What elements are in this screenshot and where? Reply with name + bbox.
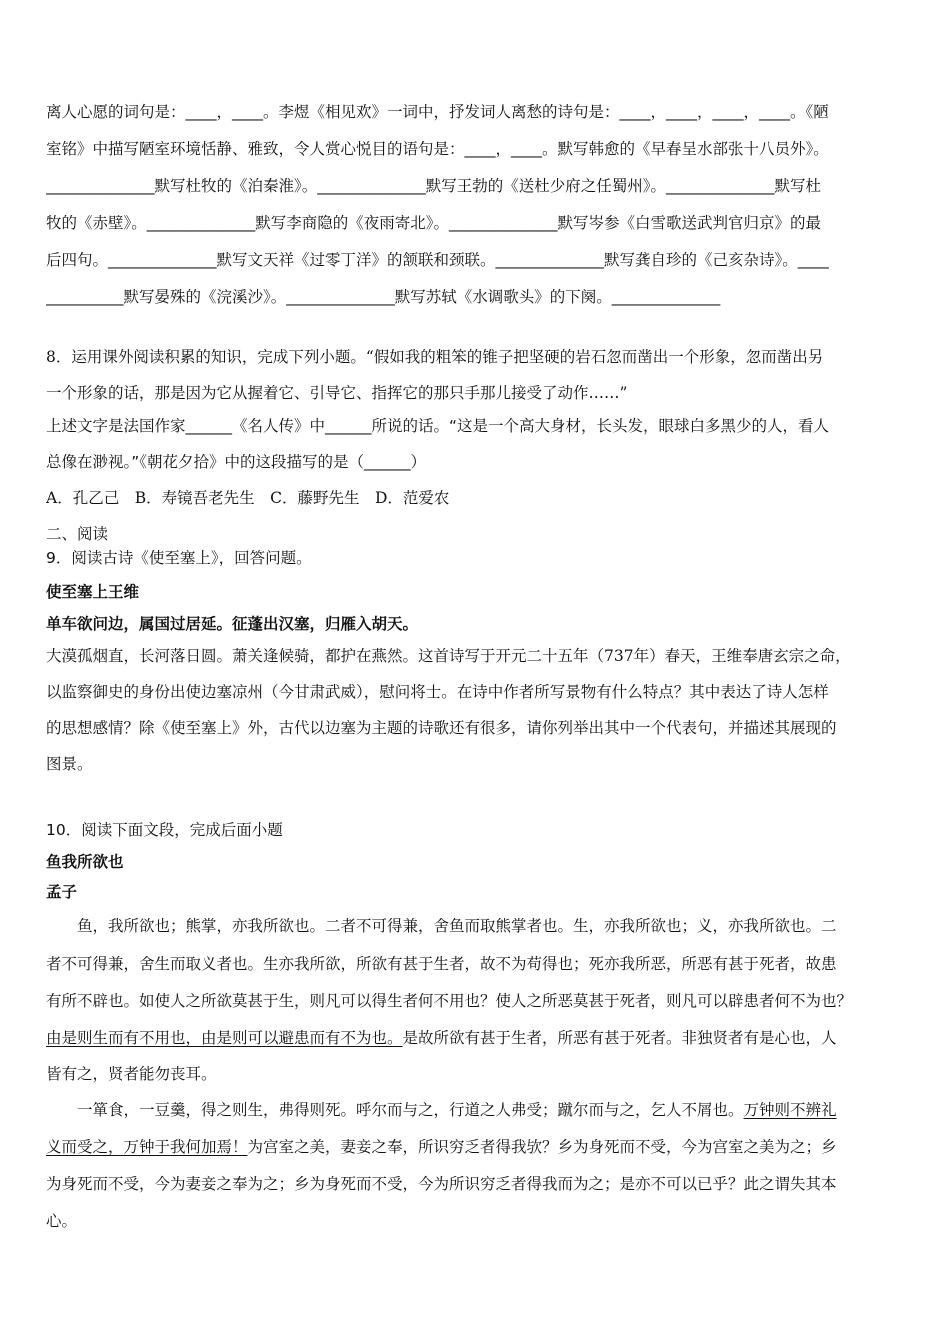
underlined-sentence-2a: 万钟则不辨礼	[743, 1101, 837, 1119]
passage-line-6	[46, 1098, 904, 1135]
q8-line-1: 8．运用课外阅读积累的知识，完成下列小题。“假如我的粗笨的锥子把坚硬的岩石忽而凿出一个形象，忽而凿出另	[46, 348, 824, 366]
passage-author: 孟子	[46, 882, 78, 901]
q8-line-4: 总像在渺视。”《朝花夕拾》中的这段描写的是（______）	[46, 453, 427, 471]
passage-line-6-start: 一箪食，一豆羹，得之则生，弗得则死。呼尔而与之，行道之人弗受；蹴尔而与之，乞人不屑也。	[46, 1101, 744, 1119]
underlined-sentence-2b: 义而受之，万钟于我何加焉！	[46, 1138, 248, 1156]
question-7-text	[46, 100, 904, 322]
underlined-sentence-1: 由是则生而有不用也，由是则可以避患而有不为也。	[46, 1029, 403, 1047]
q9-line-4: 大漠孤烟直，长河落日圆。萧关逢候骑，都护在燕然。这首诗写于开元二十五年（737年）春天，王维奉唐玄宗之命，	[46, 647, 851, 665]
q9-line-7: 图景。	[46, 755, 93, 773]
q7-line-5: 后四句。______________默写文天祥《过零丁洋》的颔联和颈联。______________默写龚自珍的《己亥杂诗》。____	[46, 251, 829, 269]
passage-title: 鱼我所欲也	[46, 852, 124, 871]
passage-line-5: 皆有之，贤者能勿丧耳。	[46, 1065, 217, 1083]
passage-line-7-rest: 为宫室之美，妻妾之奉，所识穷乏者得我欤？乡为身死而不受，今为宫室之美为之；乡	[247, 1138, 837, 1156]
q9-line-1: 9．阅读古诗《使至塞上》，回答问题。	[46, 549, 312, 567]
q7-line-2: 室铭》中描写陋室环境恬静、雅致，令人赏心悦目的语句是：____，____。默写韩愈的《早春呈水部张十八员外》。	[46, 140, 829, 158]
q7-line-1: 离人心愿的词句是：____，____。李煜《相见欢》一词中，抒发词人离愁的诗句是：____，____，____，____。《陋	[46, 103, 829, 121]
passage-line-7	[46, 1135, 904, 1172]
passage-line-9: 心。	[46, 1212, 78, 1230]
passage-line-4	[46, 1026, 904, 1062]
question-10	[46, 818, 904, 1239]
q8-options: A．孔乙己 B．寿镜吾老先生 C．藤野先生 D．范爱农	[46, 489, 450, 507]
question-9	[46, 546, 904, 788]
q9-line-5: 以监察御史的身份出使边塞凉州（今甘肃武威），慰问将士。在诗中作者所写景物有什么特点？其中表达了诗人怎样	[46, 683, 829, 701]
poem-title: 使至塞上王维	[46, 582, 140, 601]
poem-line-1: 单车欲问边，属国过居延。征蓬出汉塞，归雁入胡天。	[46, 614, 419, 633]
passage-line-2: 者不可得兼，舍生而取义者也。生亦我所欲，所欲有甚于生者，故不为苟得也；死亦我所恶，所恶有甚于死者，故患	[46, 955, 837, 973]
passage-line-1: 鱼，我所欲也；熊掌，亦我所欲也。二者不可得兼，舍鱼而取熊掌者也。生，亦我所欲也；义，亦我所欲也。二	[46, 917, 837, 935]
q9-line-6: 的思想感情？除《使至塞上》外，古代以边塞为主题的诗歌还有很多，请你列举出其中一个代表句，并描述其展现的	[46, 719, 837, 737]
q7-line-3: ______________默写杜牧的《泊秦淮》。______________默写王勃的《送杜少府之任蜀州》。______________默写杜	[46, 177, 822, 195]
q8-line-2: 一个形象的话，那是因为它从握着它、引导它、指挥它的那只手那儿接受了动作……”	[46, 384, 628, 402]
passage-line-3: 有所不辟也。如使人之所欲莫甚于生，则凡可以得生者何不用也？使人之所恶莫甚于死者，则凡可以辟患者何不为也？	[46, 992, 853, 1010]
question-8	[46, 345, 904, 516]
q7-line-6: __________默写晏殊的《浣溪沙》。______________默写苏轼《水调歌头》的下阕。______________	[46, 288, 721, 306]
passage-line-8: 为身死而不受，今为妻妾之奉为之；乡为身死而不受，今为所识穷乏者得我而为之；是亦不可以已乎？此之谓失其本	[46, 1175, 837, 1193]
q10-title: 10．阅读下面文段，完成后面小题	[46, 821, 283, 839]
q7-line-4: 牧的《赤壁》。______________默写李商隐的《夜雨寄北》。______________默写岑参《白雪歌送武判官归京》的最	[46, 214, 822, 232]
passage-line-4-rest: 是故所欲有甚于生者，所恶有甚于死者。非独贤者有是心也，人	[402, 1029, 837, 1047]
q8-line-3: 上述文字是法国作家______《名人传》中______所说的话。“这是一个高大身材，长头发，眼球白多黑少的人，看人	[46, 417, 830, 435]
section-2-heading	[46, 522, 904, 546]
section-2-title: 二、阅读	[46, 525, 109, 543]
